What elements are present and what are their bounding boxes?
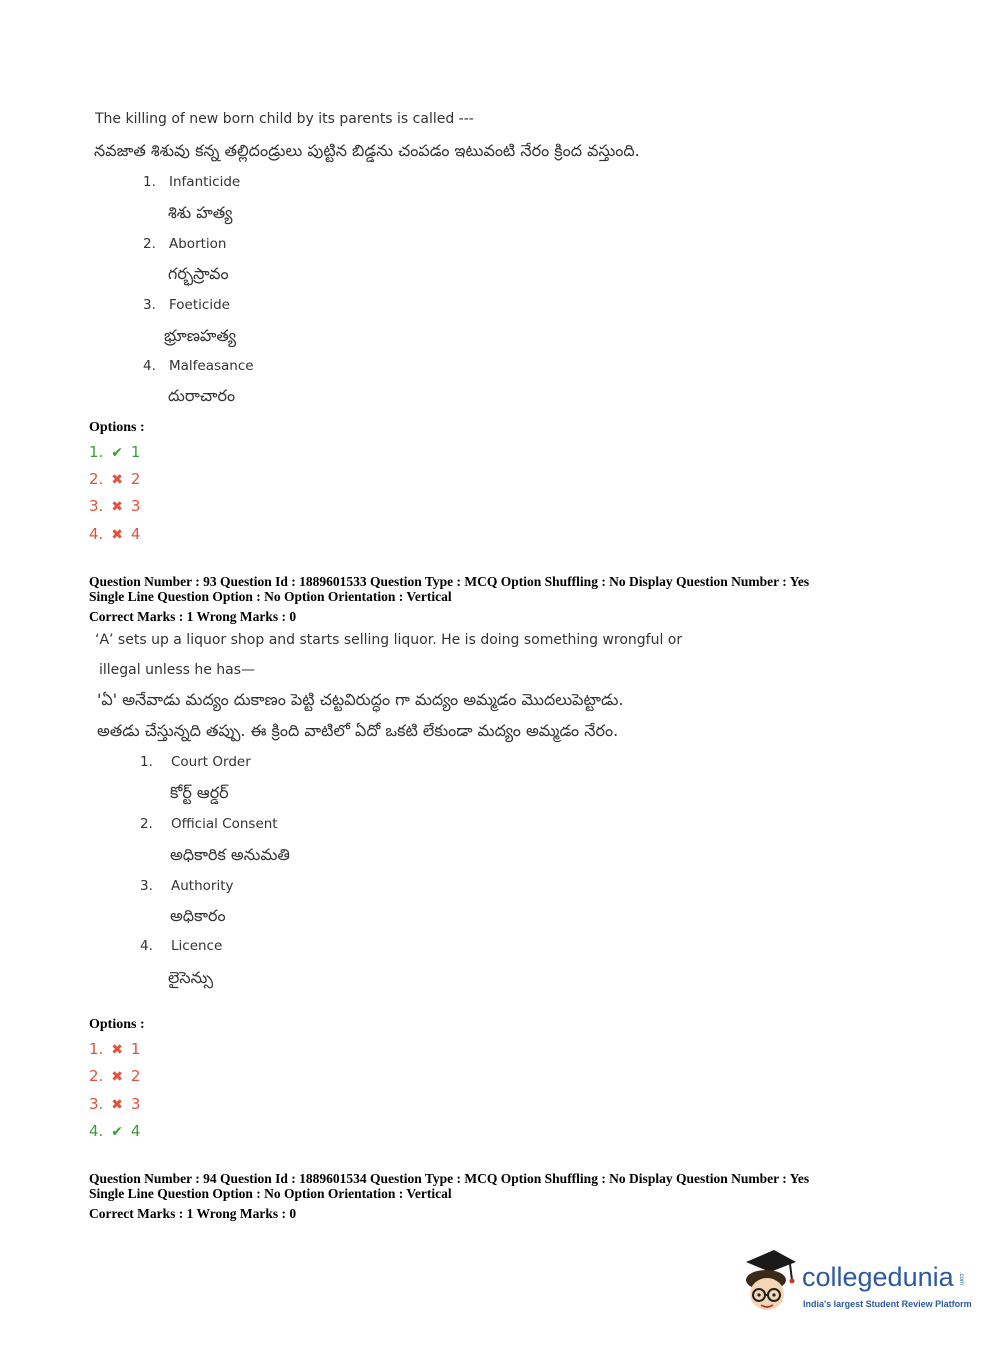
option-value: 1 [130,1040,141,1058]
q92-choice-1-en: Infanticide [169,174,241,190]
q92-question-te: నవజాత శిశువు కన్న తల్లిదండ్రులు పుట్టిన బిడ్డను చంపడం ఇటువంటి నేరం క్రింద వస్తుంది. [94,141,640,160]
option-value: 4 [130,1122,141,1140]
q92-options-label: Options : [89,420,145,435]
cross-icon: ✖ [111,1097,123,1113]
q93-choice-2-en: Official Consent [171,816,278,832]
q93-choice-1-en: Court Order [171,754,251,770]
q93-choice-3-num: 3. [140,878,153,894]
q93-options-label: Options : [89,1017,145,1032]
check-icon: ✔ [111,1124,123,1140]
q92-choice-4-num: 4. [143,358,156,374]
logo-suffix: .com [958,1272,964,1286]
q93-meta-line3: Correct Marks : 1 Wrong Marks : 0 [89,609,297,624]
option-value: 2 [130,470,141,488]
option-value: 2 [130,1067,141,1085]
q94-meta-line3: Correct Marks : 1 Wrong Marks : 0 [89,1206,297,1221]
q92-option-4 [89,525,140,543]
option-number: 1. [89,1040,104,1058]
q93-question-te-1: 'ఏ' అనేవాడు మద్యం దుకాణం పెట్టి చట్టవిరుద్ధం గా మద్యం అమ్మడం మొదలుపెట్టాడు. [97,690,624,709]
option-number: 1. [89,443,104,461]
q92-choice-3-num: 3. [143,297,156,313]
q92-question-en: The killing of new born child by its parents is called --- [95,111,474,127]
q93-option-3 [89,1095,140,1113]
q92-choice-2-en: Abortion [169,236,227,252]
q92-choice-1-te: శిశు హత్య [168,203,233,222]
option-number: 2. [89,1067,104,1085]
q93-meta-line2: Single Line Question Option : No Option Orientation : Vertical [89,589,452,604]
q92-option-2 [89,470,140,488]
option-value: 4 [130,525,141,543]
q94-meta-line2: Single Line Question Option : No Option Orientation : Vertical [89,1186,452,1201]
q93-choice-4-en: Licence [171,938,223,954]
collegedunia-logo[interactable] [740,1248,972,1320]
q93-question-te-2: అతడు చేస్తున్నది తప్పు. ఈ క్రింది వాటిలో ఏదో ఒకటి లేకుండా మద్యం అమ్మడం నేరం. [97,721,619,740]
q93-option-4 [89,1122,140,1140]
q93-question-en-1: ‘A’ sets up a liquor shop and starts selling liquor. He is doing something wrongful or [95,632,683,648]
q92-option-1 [89,443,140,461]
option-value: 1 [130,443,141,461]
option-number: 2. [89,470,104,488]
q93-option-2 [89,1067,140,1085]
q93-choice-3-en: Authority [171,878,234,894]
option-value: 3 [130,497,141,515]
option-number: 4. [89,1122,104,1140]
q92-choice-2-te: గర్భస్రావం [168,264,229,283]
option-number: 3. [89,1095,104,1113]
q92-choice-1-num: 1. [143,174,156,190]
q92-choice-2-num: 2. [143,236,156,252]
q94-meta-line1: Question Number : 94 Question Id : 1889601534 Question Type : MCQ Option Shuffling : No Display Question Number : Yes [89,1171,810,1186]
logo-brand-text: collegedunia [802,1262,954,1292]
mascot-icon [740,1248,798,1316]
option-number: 4. [89,525,104,543]
q92-option-3 [89,497,140,515]
q93-choice-4-te: లైసెన్సు [168,968,214,987]
option-number: 3. [89,497,104,515]
cross-icon: ✖ [111,472,123,488]
cross-icon: ✖ [111,1042,123,1058]
q93-choice-2-te: అధికారిక అనుమతి [170,845,290,864]
q93-question-en-2: illegal unless he has— [99,662,256,678]
check-icon: ✔ [111,445,123,461]
cross-icon: ✖ [111,1069,123,1085]
q92-choice-4-te: దురాచారం [168,386,236,405]
q93-choice-2-num: 2. [140,816,153,832]
q93-choice-4-num: 4. [140,938,153,954]
q92-choice-4-en: Malfeasance [169,358,254,374]
q92-choice-3-en: Foeticide [169,297,230,313]
q93-choice-1-te: కోర్ట్ ఆర్డర్ [170,783,229,802]
q92-choice-3-te: భ్రూణహత్య [164,326,237,345]
q93-option-1 [89,1040,140,1058]
q93-meta-line1: Question Number : 93 Question Id : 1889601533 Question Type : MCQ Option Shuffling : No Display Question Number : Yes [89,574,810,589]
option-value: 3 [130,1095,141,1113]
q93-choice-3-te: అధికారం [170,906,226,925]
q93-choice-1-num: 1. [140,754,153,770]
logo-tagline: India's largest Student Review Platform [803,1299,972,1309]
cross-icon: ✖ [111,499,123,515]
cross-icon: ✖ [111,527,123,543]
